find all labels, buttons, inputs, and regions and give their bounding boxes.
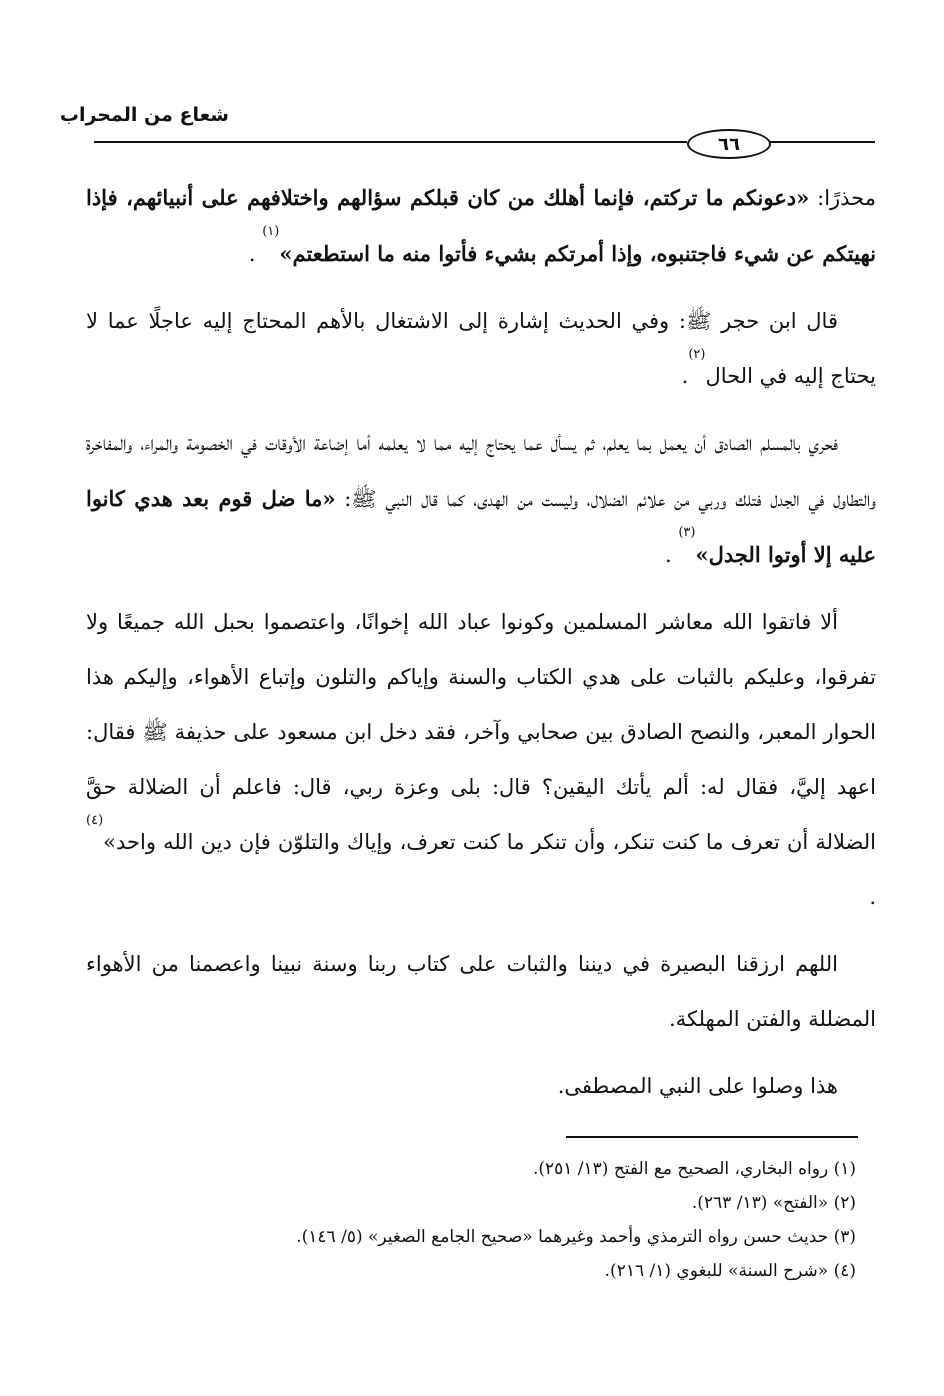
body-text xyxy=(86,170,876,1126)
header-rule xyxy=(94,141,687,143)
hadith-quote: «ما ضل قوم بعد هدي كانوا عليه إلا أوتوا الجدل» xyxy=(86,486,876,567)
paragraph-text: اللهم ارزقنا البصيرة في ديننا والثبات على كتاب ربنا وسنة نبينا واعصمنا من الأهواء المضللة والفتن المهلكة. xyxy=(86,952,876,1031)
running-title: شعاع من المحراب xyxy=(59,104,229,126)
paragraph-text: ألا فاتقوا الله معاشر المسلمين وكونوا عباد الله إخوانًا، واعتصموا بحبل الله جميعًا ولا تفرقوا، وعليكم بالثبات على هدي الكتاب والسنة وإياكم والتلون وإتباع الأهواء، وإليكم هذا الحوار المعبر، والنصح الصادق بين صحابي وآخر، فقد دخل ابن مسعود على حذيفة ﷺ فقال: اعهد إليَّ، فقال له: ألم يأتك اليقين؟ قال: بلى وعزة ربي، قال: فاعلم أن الضلالة حقَّ الضلالة أن تعرف ما كنت تنكر، وأن تنكر ما كنت تعرف، وإياك والتلوّن فإن دين الله واحد» xyxy=(86,610,876,854)
footnote: (٢) «الفتح» (١٣/ ٢٦٣). xyxy=(691,1193,856,1213)
hadith-quote: «دعونكم ما تركتم، فإنما أهلك من كان قبلكم سؤالهم واختلافهم على أنبيائهم، فإذا نهيتكم عن شيء فاجتنبوه، وإذا أمرتكم بشيء فأتوا منه ما استطعتم» xyxy=(86,185,876,266)
paragraph-end: . xyxy=(869,885,876,909)
footnotes xyxy=(86,1152,856,1288)
paragraph-intro: محذرًا: xyxy=(809,186,876,210)
page-number xyxy=(687,129,771,159)
footnote: (٣) حديث حسن رواه الترمذي وأحمد وغيرهما «صحيح الجامع الصغير» (٥/ ١٤٦). xyxy=(296,1227,856,1247)
footnote: (١) رواه البخاري، الصحيح مع الفتح (١٣/ ٢٥١). xyxy=(532,1159,856,1179)
paragraph-4 xyxy=(86,595,876,925)
paragraph-text: هذا وصلوا على النبي المصطفى. xyxy=(557,1074,838,1098)
footnote-ref: (٢) xyxy=(688,347,706,362)
paragraph-end: . xyxy=(681,364,689,388)
paragraph-5 xyxy=(86,937,876,1047)
page-number-text: ٦٦ xyxy=(718,133,740,155)
paragraph-6 xyxy=(86,1059,876,1114)
footnote: (٤) «شرح السنة» للبغوي (١/ ٢١٦). xyxy=(604,1261,856,1281)
paragraph-3 xyxy=(86,416,876,583)
footnote-ref: (٣) xyxy=(678,525,696,540)
paragraph-end: . xyxy=(248,242,263,266)
footnote-separator xyxy=(566,1136,858,1138)
paragraph-2 xyxy=(86,294,876,404)
footnote-ref: (٤) xyxy=(86,813,104,828)
paragraph-text: قال ابن حجر ﷺ: وفي الحديث إشارة إلى الاشتغال بالأهم المحتاج إليه عاجلًا عما لا يحتاج إليه في الحال xyxy=(86,309,876,388)
footnote-ref: (١) xyxy=(262,224,280,239)
paragraph-end: . xyxy=(664,543,679,567)
header-rule xyxy=(769,141,875,143)
paragraph-1 xyxy=(86,170,876,282)
paragraph-text: فحري بالمسلم الصادق أن يعمل بما يعلم، ثم يسأل عما يحتاج إليه مما لا يعلمه أما إضاعة الأوقات في الخصومة والمراء، والمفاخرة والتطاول في الجدل فتلك وربي من علائم الضلال، وليست من الهدى، كما قال النبي ﷺ: xyxy=(86,431,876,511)
